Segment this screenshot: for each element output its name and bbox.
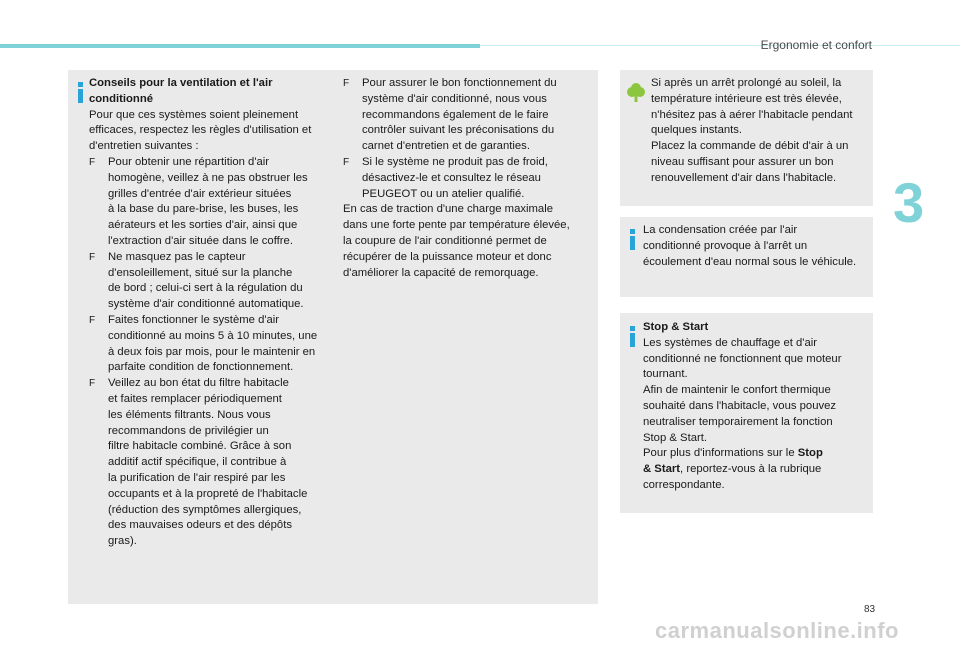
bullet-line: Pour obtenir une répartition d'air <box>108 155 270 168</box>
stop-start-line: neutraliser temporairement la fonction <box>643 415 833 428</box>
more-info-line <box>643 446 871 462</box>
condensation-line: écoulement d'eau normal sous le véhicule. <box>643 255 857 268</box>
bullet-line: PEUGEOT ou un atelier qualifié. <box>362 187 525 200</box>
bullet-line: carnet d'entretien et de garanties. <box>362 140 530 153</box>
stop-start-reference: Stop <box>797 447 823 460</box>
bullet-line: Veillez au bon état du filtre habitacle <box>108 377 289 390</box>
bullet-line: homogène, veillez à ne pas obstruer les <box>108 171 308 184</box>
bullet-line: occupants et à la propreté de l'habitacle <box>108 487 308 500</box>
bullet-line: grilles d'entrée d'air extérieur situées <box>108 187 292 200</box>
stop-start-text <box>643 320 871 494</box>
bullet-checkbox-icon: F <box>89 314 96 326</box>
page-number: 83 <box>864 604 876 615</box>
bullet-line: les éléments filtrants. Nous vous <box>108 408 271 421</box>
eco-line: température intérieure est très élevée, <box>651 92 842 105</box>
bullet-checkbox-icon: F <box>89 378 96 390</box>
advice-bullet <box>89 250 339 313</box>
advice-bullet <box>89 313 339 376</box>
top-thin-rule <box>480 45 960 46</box>
stop-start-reference: & Start <box>643 463 681 476</box>
more-info-line <box>643 462 871 478</box>
condensation-text <box>643 223 871 270</box>
more-info-prefix: Pour plus d'informations sur le <box>643 447 798 460</box>
bullet-line: filtre habitacle combiné. Grâce à son <box>108 440 292 453</box>
eco-line: Si après un arrêt prolongé au soleil, la <box>651 77 842 89</box>
intro-line: d'entretien suivantes : <box>89 140 199 153</box>
advice-title-line2: conditionné <box>89 92 154 105</box>
eco-line: renouvellement d'air dans l'habitacle. <box>651 171 837 184</box>
towing-line: En cas de traction d'une charge maximale <box>343 203 554 216</box>
stop-start-line: Stop & Start. <box>643 431 708 444</box>
column-1 <box>89 76 339 550</box>
condensation-line: La condensation créée par l'air <box>643 224 798 236</box>
chapter-number: 3 <box>893 171 925 234</box>
bullet-line: d'ensoleillement, situé sur la planche <box>108 266 293 279</box>
bullet-line: additif actif spécifique, il contribue à <box>108 456 287 469</box>
intro-line: efficaces, respectez les règles d'utilisation et <box>89 124 312 137</box>
bullet-line: des mauvaises odeurs et des dépôts <box>108 519 292 532</box>
bullet-line: la purification de l'air respiré par les <box>108 471 286 484</box>
watermark: carmanualsonline.info <box>655 618 899 643</box>
eco-tip-text <box>651 76 871 187</box>
advice-bullet <box>343 76 593 155</box>
stop-start-line: souhaité dans l'habitacle, vous pouvez <box>643 399 837 412</box>
eco-line: quelques instants. <box>651 124 743 137</box>
bullet-line: à la base du pare-brise, les buses, les <box>108 203 299 216</box>
advice-bullet <box>343 155 593 202</box>
bullet-line: gras). <box>108 535 137 548</box>
condensation-line: conditionné provoque à l'arrêt un <box>643 239 808 252</box>
eco-line: Placez la commande de débit d'air à un <box>651 140 849 153</box>
bullet-line: Si le système ne produit pas de froid, <box>362 155 548 168</box>
more-info-suffix: , reportez-vous à la rubrique <box>680 463 822 476</box>
info-icon <box>78 82 83 103</box>
bullet-line: Ne masquez pas le capteur <box>108 250 246 263</box>
stop-start-line: conditionné ne fonctionnent que moteur <box>643 352 842 365</box>
eco-line: niveau suffisant pour assurer un bon <box>651 155 834 168</box>
info-icon <box>630 229 635 250</box>
stop-start-line: Les systèmes de chauffage et d'air <box>643 336 818 349</box>
bullet-line: recommandons également de le faire <box>362 108 549 121</box>
advice-title-line1: Conseils pour la ventilation et l'air <box>89 77 273 89</box>
bullet-checkbox-icon: F <box>343 78 350 89</box>
section-title: Ergonomie et confort <box>760 38 872 52</box>
stop-start-title: Stop & Start <box>643 321 709 333</box>
bullet-line: parfaite condition de fonctionnement. <box>108 361 294 374</box>
bullet-line: désactivez-le et consultez le réseau <box>362 171 541 184</box>
bullet-line: Pour assurer le bon fonctionnement du <box>362 77 557 89</box>
bullet-checkbox-icon: F <box>343 156 350 168</box>
bullet-line: système d'air conditionné automatique. <box>108 298 304 311</box>
towing-line: la coupure de l'air conditionné permet de <box>343 234 547 247</box>
bullet-line: aérateurs et les sorties d'air, ainsi que <box>108 219 298 232</box>
bullet-line: recommandons de privilégier un <box>108 424 269 437</box>
bullet-line: et faites remplacer périodiquement <box>108 392 282 405</box>
info-icon <box>630 326 635 347</box>
eco-line: n'hésitez pas à aérer l'habitacle pendant <box>651 108 853 121</box>
advice-bullet <box>89 155 339 250</box>
bullet-line: Faites fonctionner le système d'air <box>108 313 280 326</box>
eco-tree-icon <box>627 82 645 102</box>
bullet-line: système d'air conditionné, nous vous <box>362 92 547 105</box>
bullet-line: (réduction des symptômes allergiques, <box>108 503 302 516</box>
advice-bullet <box>89 376 339 550</box>
column-2 <box>343 76 593 281</box>
bullet-checkbox-icon: F <box>89 156 96 168</box>
bullet-line: contrôler suivant les préconisations du <box>362 124 555 137</box>
bullet-line: conditionné au moins 5 à 10 minutes, une <box>108 329 318 342</box>
towing-line: récupérer de la puissance moteur et donc <box>343 250 552 263</box>
towing-line: dans une forte pente par température élevée, <box>343 219 570 232</box>
towing-line: d'améliorer la capacité de remorquage. <box>343 266 539 279</box>
more-info-line: correspondante. <box>643 478 725 491</box>
bullet-line: l'extraction d'air située dans le coffre. <box>108 234 293 247</box>
intro-line: Pour que ces systèmes soient pleinement <box>89 108 299 121</box>
bullet-line: de bord ; celui-ci sert à la régulation du <box>108 282 303 295</box>
stop-start-line: Afin de maintenir le confort thermique <box>643 384 831 397</box>
top-accent-bar <box>0 44 480 48</box>
bullet-checkbox-icon: F <box>89 251 96 263</box>
bullet-line: à deux fois par mois, pour le maintenir en <box>108 345 316 358</box>
stop-start-line: tournant. <box>643 368 688 381</box>
